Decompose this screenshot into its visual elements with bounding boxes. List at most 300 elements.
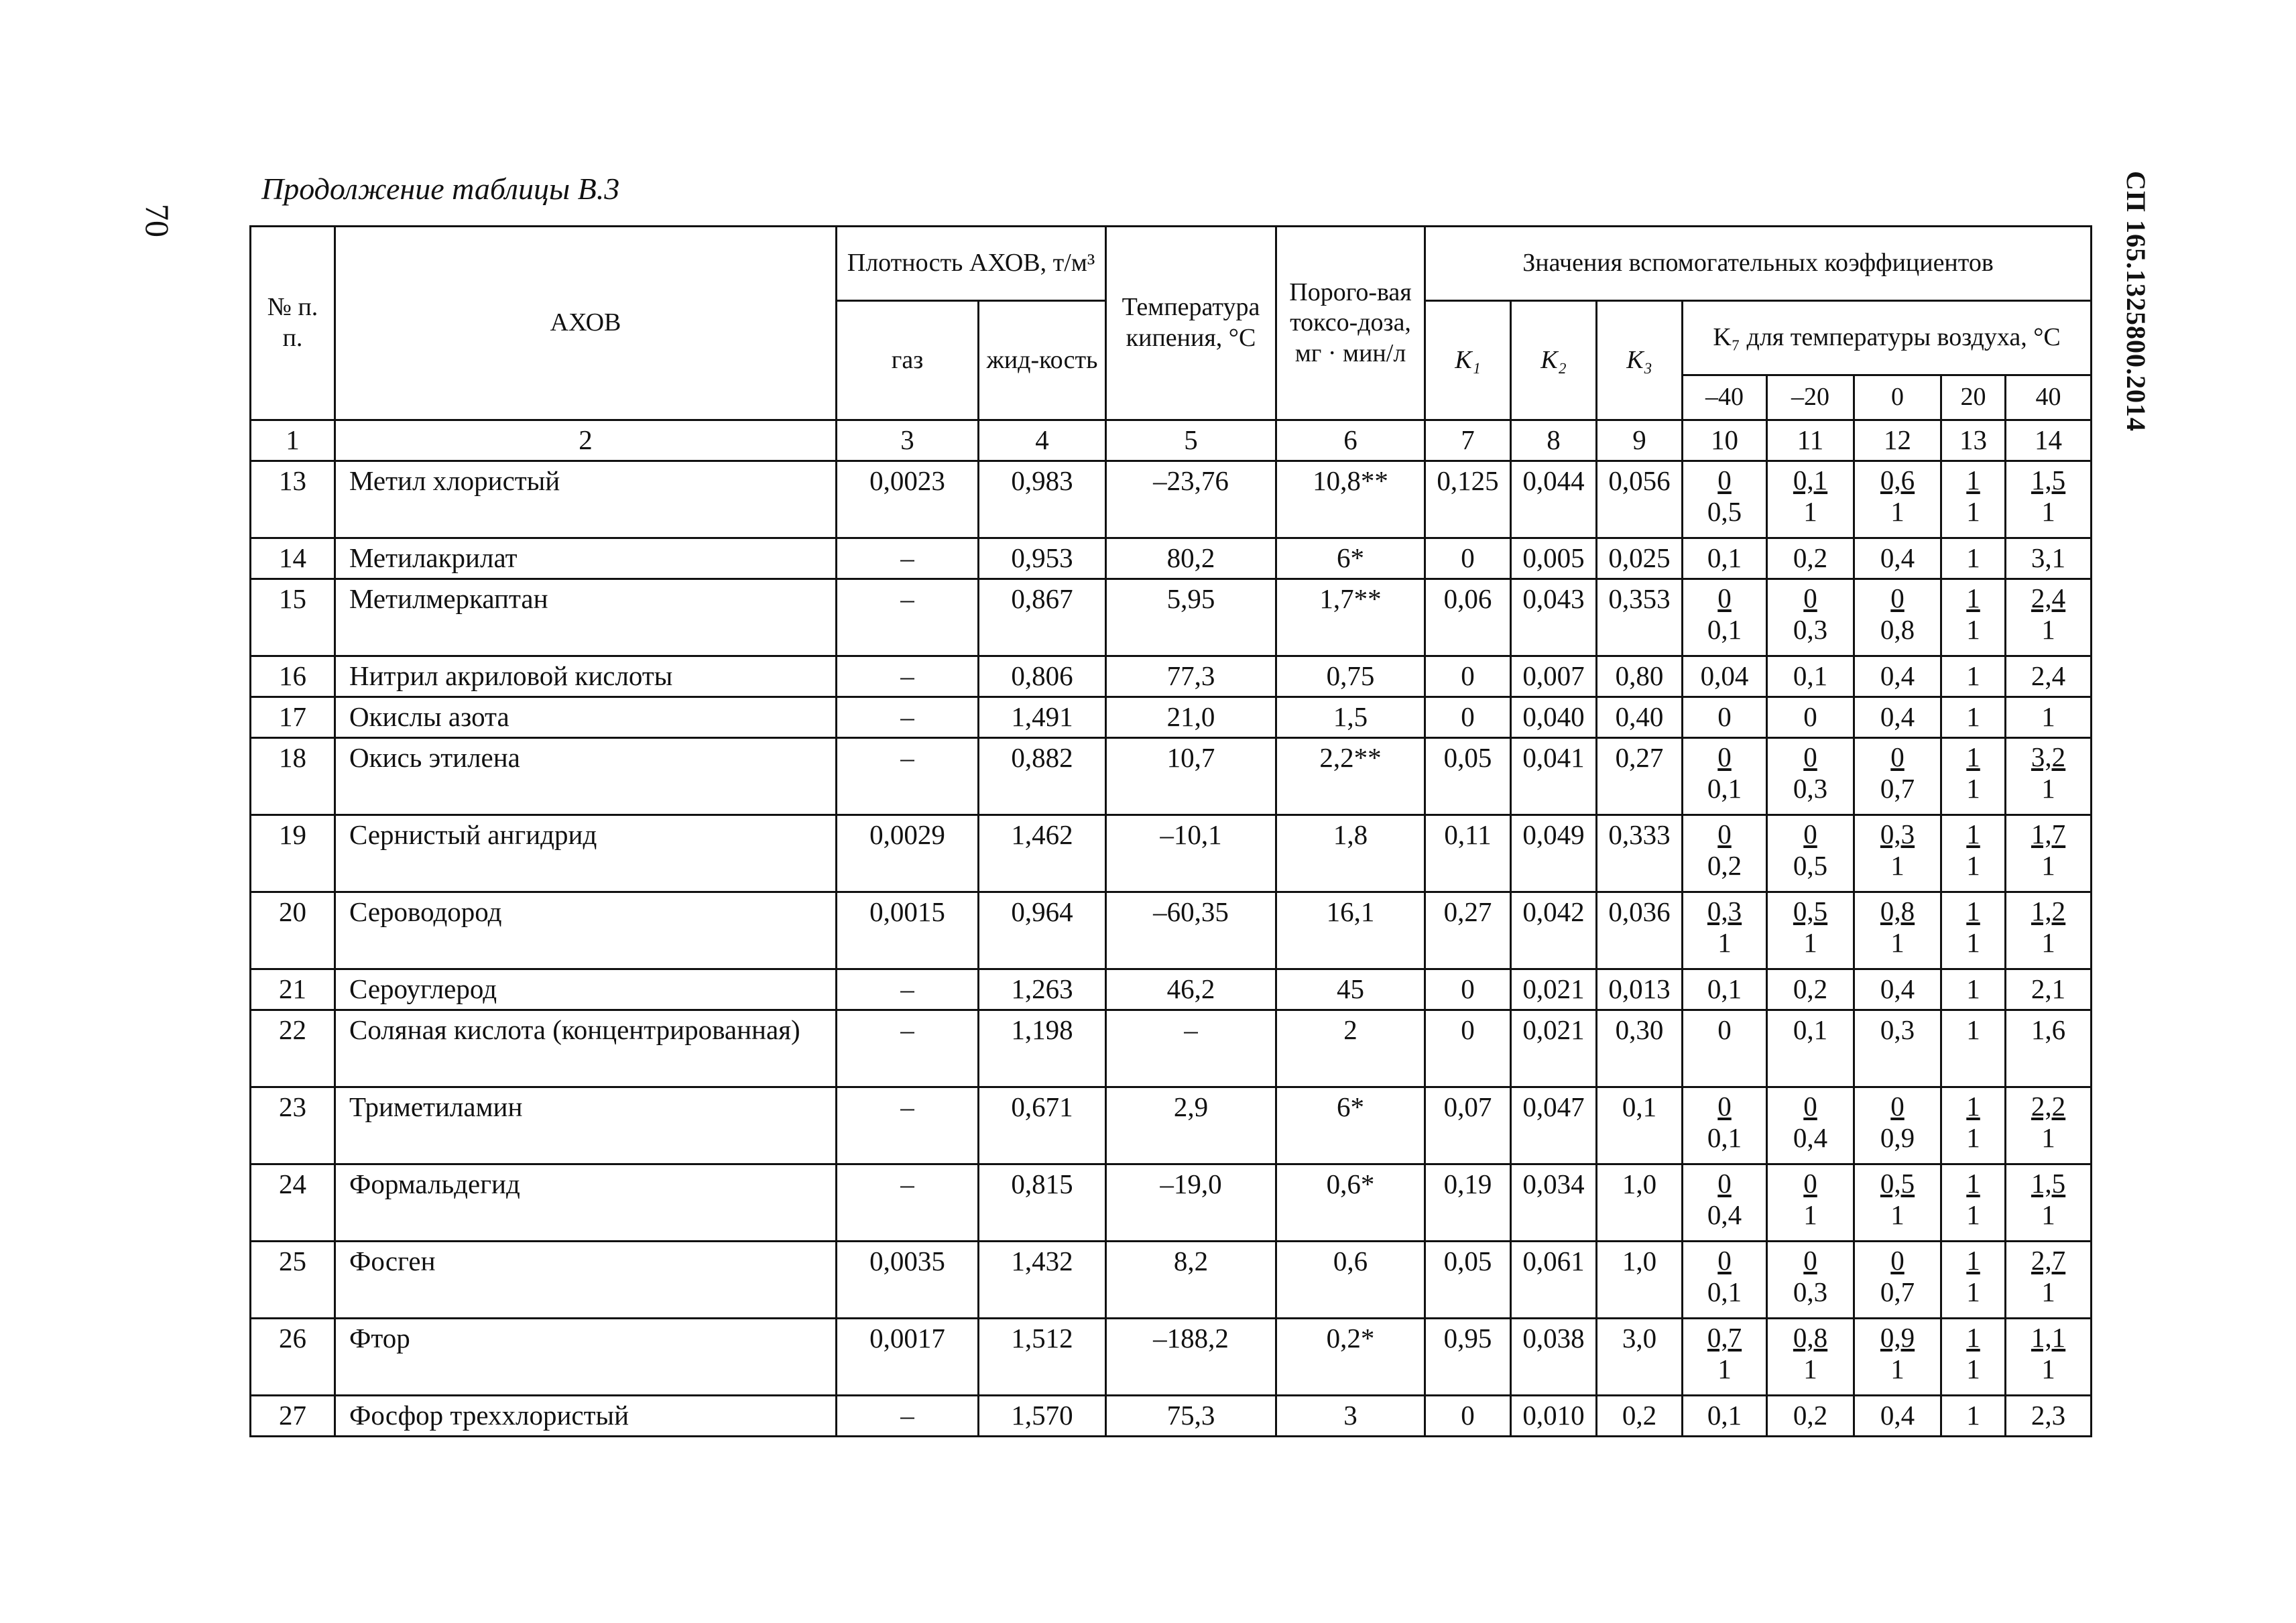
k7-numerator: 0 (1717, 741, 1732, 772)
boiling-point: 21,0 (1106, 697, 1276, 738)
k7-fraction (1966, 1168, 1980, 1231)
column-number: 10 (1683, 420, 1767, 461)
k7-numerator: 1 (1966, 741, 1980, 772)
column-number: 4 (979, 420, 1106, 461)
k7-value (1941, 579, 2006, 656)
substance-name: Сернистый ангидрид (335, 815, 837, 892)
k7-value: 2,3 (2006, 1396, 2092, 1437)
col-liquid-header: жид-кость (979, 301, 1106, 420)
substance-name: Триметиламин (335, 1087, 837, 1164)
gas-density: – (837, 538, 979, 579)
substance-name: Сероуглерод (335, 969, 837, 1010)
substance-name: Фосген (335, 1242, 837, 1319)
threshold-dose: 0,2* (1276, 1319, 1425, 1396)
k7-value: 0,2 (1767, 1396, 1854, 1437)
boiling-point: 10,7 (1106, 738, 1276, 815)
k7-denominator: 0,3 (1793, 773, 1828, 804)
k7-fraction (2031, 1168, 2065, 1231)
k7-fraction (1793, 465, 1827, 528)
k7-denominator: 1 (2041, 1354, 2055, 1385)
k7-denominator: 0,1 (1707, 1122, 1742, 1154)
threshold-dose: 0,6* (1276, 1164, 1425, 1242)
row-number: 27 (251, 1396, 335, 1437)
gas-density: – (837, 738, 979, 815)
k7-numerator: 0,3 (1880, 819, 1915, 849)
k2-value: 0,042 (1511, 892, 1597, 969)
row-number: 17 (251, 697, 335, 738)
gas-density: – (837, 1087, 979, 1164)
k7-fraction (1966, 896, 1980, 959)
gas-density: – (837, 969, 979, 1010)
row-number: 14 (251, 538, 335, 579)
page-number: 70 (139, 204, 176, 237)
substance-name: Соляная кислота (концентрированная) (335, 1010, 837, 1087)
k7-numerator: 1,7 (2031, 819, 2066, 849)
k7-value: 0,4 (1854, 969, 1941, 1010)
row-number: 23 (251, 1087, 335, 1164)
k7-fraction (1707, 1322, 1742, 1385)
liquid-density: 0,867 (979, 579, 1106, 656)
k7-denominator: 0,4 (1793, 1122, 1828, 1154)
column-numbers-row (251, 420, 2092, 461)
k7-numerator: 0,5 (1880, 1168, 1915, 1199)
k7-value: 0,4 (1854, 538, 1941, 579)
threshold-dose: 2,2** (1276, 738, 1425, 815)
k7-denominator: 1 (1890, 1199, 1905, 1231)
col-boil-header: Температура кипения, °С (1106, 227, 1276, 420)
k7-value: 1 (2006, 697, 2092, 738)
k7-fraction (1880, 741, 1915, 804)
k3-value: 0,30 (1597, 1010, 1683, 1087)
k7-value: 3,1 (2006, 538, 2092, 579)
k3-value: 0,27 (1597, 738, 1683, 815)
k7-value (1767, 1087, 1854, 1164)
gas-density: – (837, 1010, 979, 1087)
k7-value (1854, 1242, 1941, 1319)
k7-numerator: 0 (1717, 583, 1732, 613)
k7-numerator: 0 (1717, 1245, 1732, 1276)
substance-name: Нитрил акриловой кислоты (335, 656, 837, 697)
k3-value: 1,0 (1597, 1164, 1683, 1242)
k7-numerator: 1 (1966, 1245, 1980, 1276)
table-body (251, 461, 2092, 1437)
boiling-point: –19,0 (1106, 1164, 1276, 1242)
col-t-minus20: –20 (1767, 375, 1854, 420)
k7-denominator: 1 (1966, 1122, 1980, 1154)
k7-fraction (2031, 465, 2065, 528)
k7-value (2006, 579, 2092, 656)
k7-denominator: 1 (2041, 1276, 2055, 1308)
k2-value: 0,034 (1511, 1164, 1597, 1242)
threshold-dose: 3 (1276, 1396, 1425, 1437)
k7-numerator: 0,5 (1793, 896, 1828, 926)
liquid-density: 1,512 (979, 1319, 1106, 1396)
col-t-20: 20 (1941, 375, 2006, 420)
liquid-density: 1,570 (979, 1396, 1106, 1437)
k1-value: 0 (1425, 1010, 1511, 1087)
k7-denominator: 1 (1717, 1354, 1732, 1385)
col-coef-header: Значения вспомогательных коэффициентов (1425, 227, 2092, 301)
gas-density: 0,0035 (837, 1242, 979, 1319)
k7-numerator: 0,3 (1707, 896, 1742, 926)
k7-fraction (2031, 1091, 2065, 1154)
k7-fraction (1793, 819, 1827, 882)
k7-fraction (2031, 1245, 2065, 1308)
k1-value: 0 (1425, 656, 1511, 697)
k7-denominator: 0,5 (1793, 850, 1828, 882)
column-number: 2 (335, 420, 837, 461)
k7-denominator: 0,9 (1880, 1122, 1915, 1154)
boiling-point: –10,1 (1106, 815, 1276, 892)
k7-value: 0,04 (1683, 656, 1767, 697)
k7-value: 0,1 (1683, 1396, 1767, 1437)
k7-fraction (1707, 465, 1742, 528)
k7-numerator: 0 (1717, 1168, 1732, 1199)
gas-density: 0,0029 (837, 815, 979, 892)
k7-value: 0,1 (1767, 1010, 1854, 1087)
k2-value: 0,061 (1511, 1242, 1597, 1319)
k2-value: 0,044 (1511, 461, 1597, 538)
k7-value: 0,2 (1767, 538, 1854, 579)
k7-numerator: 1 (1966, 1091, 1980, 1122)
k7-value (1767, 738, 1854, 815)
k7-fraction (1793, 583, 1827, 646)
k7-fraction (1966, 465, 1980, 528)
k7-denominator: 0,3 (1793, 614, 1828, 646)
k7-value: 0,4 (1854, 697, 1941, 738)
k7-denominator: 1 (1890, 927, 1905, 959)
k7-value (1683, 1319, 1767, 1396)
liquid-density: 1,432 (979, 1242, 1106, 1319)
k1-value: 0 (1425, 697, 1511, 738)
k3-value: 0,353 (1597, 579, 1683, 656)
k7-numerator: 0 (1717, 1091, 1732, 1122)
k7-numerator: 1 (1966, 1168, 1980, 1199)
threshold-dose: 10,8** (1276, 461, 1425, 538)
substance-name: Метил хлористый (335, 461, 837, 538)
boiling-point: –60,35 (1106, 892, 1276, 969)
k7-fraction (1880, 896, 1915, 959)
k1-value: 0,07 (1425, 1087, 1511, 1164)
substance-name: Формальдегид (335, 1164, 837, 1242)
column-number: 1 (251, 420, 335, 461)
k1-value: 0 (1425, 1396, 1511, 1437)
document-code: СП 165.1325800.2014 (2121, 171, 2151, 432)
k7-value (1683, 461, 1767, 538)
data-table (249, 225, 2092, 1437)
k7-numerator: 0,9 (1880, 1322, 1915, 1353)
row-number: 26 (251, 1319, 335, 1396)
k7-denominator: 1 (1803, 496, 1817, 528)
table-row (251, 579, 2092, 656)
k7-fraction (1880, 819, 1915, 882)
k7-numerator: 0 (1717, 465, 1732, 495)
k7-denominator: 1 (1966, 1354, 1980, 1385)
row-number: 24 (251, 1164, 335, 1242)
k7-denominator: 1 (2041, 850, 2055, 882)
k7-numerator: 2,2 (2031, 1091, 2066, 1122)
col-k2-header: K₂ (1511, 301, 1597, 420)
threshold-dose: 1,7** (1276, 579, 1425, 656)
k7-denominator: 1 (1803, 927, 1817, 959)
k7-fraction (1880, 1322, 1915, 1385)
column-number: 8 (1511, 420, 1597, 461)
k7-value (1941, 1242, 2006, 1319)
k7-value (2006, 1087, 2092, 1164)
k7-value: 1 (1941, 538, 2006, 579)
k3-value: 0,2 (1597, 1396, 1683, 1437)
k7-denominator: 0,2 (1707, 850, 1742, 882)
k2-value: 0,007 (1511, 656, 1597, 697)
k7-denominator: 1 (1966, 496, 1980, 528)
boiling-point: 5,95 (1106, 579, 1276, 656)
boiling-point: –23,76 (1106, 461, 1276, 538)
k7-fraction (1880, 1245, 1915, 1308)
col-name-header: АХОВ (335, 227, 837, 420)
table-row (251, 738, 2092, 815)
k7-value (1941, 1164, 2006, 1242)
k3-value: 3,0 (1597, 1319, 1683, 1396)
k1-value: 0,05 (1425, 738, 1511, 815)
k7-numerator: 3,2 (2031, 741, 2066, 772)
k7-value (2006, 1164, 2092, 1242)
k7-value (1854, 461, 1941, 538)
k7-denominator: 0,1 (1707, 1276, 1742, 1308)
k7-numerator: 0 (1803, 583, 1817, 613)
k7-numerator: 1,1 (2031, 1322, 2066, 1353)
k7-numerator: 0,6 (1880, 465, 1915, 495)
row-number: 25 (251, 1242, 335, 1319)
k2-value: 0,049 (1511, 815, 1597, 892)
k7-numerator: 0,7 (1707, 1322, 1742, 1353)
k1-value: 0 (1425, 538, 1511, 579)
k7-fraction (1966, 741, 1980, 804)
table-row (251, 656, 2092, 697)
table-row (251, 1164, 2092, 1242)
row-number: 20 (251, 892, 335, 969)
k7-numerator: 1 (1966, 1322, 1980, 1353)
table-row (251, 815, 2092, 892)
threshold-dose: 45 (1276, 969, 1425, 1010)
boiling-point: 8,2 (1106, 1242, 1276, 1319)
k7-value (1683, 579, 1767, 656)
liquid-density: 0,953 (979, 538, 1106, 579)
k7-denominator: 1 (1803, 1199, 1817, 1231)
col-k7-header: K₇ для температуры воздуха, °С (1683, 301, 2092, 375)
k7-denominator: 1 (2041, 496, 2055, 528)
column-number: 6 (1276, 420, 1425, 461)
k7-fraction (1793, 741, 1827, 804)
table-row (251, 969, 2092, 1010)
k7-value (1854, 1319, 1941, 1396)
k7-numerator: 2,7 (2031, 1245, 2066, 1276)
k7-fraction (1880, 1091, 1915, 1154)
k1-value: 0,11 (1425, 815, 1511, 892)
k7-numerator: 0,8 (1880, 896, 1915, 926)
k7-denominator: 1 (1966, 1276, 1980, 1308)
k7-value (1683, 1242, 1767, 1319)
k7-numerator: 0,1 (1793, 465, 1828, 495)
k7-value: 0 (1683, 1010, 1767, 1087)
liquid-density: 1,462 (979, 815, 1106, 892)
threshold-dose: 0,75 (1276, 656, 1425, 697)
liquid-density: 0,671 (979, 1087, 1106, 1164)
k3-value: 0,013 (1597, 969, 1683, 1010)
substance-name: Метилакрилат (335, 538, 837, 579)
k7-fraction (1707, 1245, 1742, 1308)
k7-numerator: 1,2 (2031, 896, 2066, 926)
k7-value: 1 (1941, 656, 2006, 697)
liquid-density: 1,263 (979, 969, 1106, 1010)
k2-value: 0,041 (1511, 738, 1597, 815)
column-number: 13 (1941, 420, 2006, 461)
gas-density: 0,0017 (837, 1319, 979, 1396)
k7-value (2006, 738, 2092, 815)
k7-numerator: 0 (1803, 819, 1817, 849)
boiling-point: –188,2 (1106, 1319, 1276, 1396)
k2-value: 0,038 (1511, 1319, 1597, 1396)
k7-value (1941, 738, 2006, 815)
k7-value (1767, 1319, 1854, 1396)
k7-numerator: 1 (1966, 896, 1980, 926)
k7-numerator: 0 (1803, 1168, 1817, 1199)
k7-value (1941, 892, 2006, 969)
substance-name: Окись этилена (335, 738, 837, 815)
k7-fraction (1966, 1091, 1980, 1154)
table-row (251, 1396, 2092, 1437)
k7-numerator: 1,5 (2031, 465, 2066, 495)
liquid-density: 0,964 (979, 892, 1106, 969)
k7-value: 0,1 (1767, 656, 1854, 697)
gas-density: 0,0015 (837, 892, 979, 969)
k7-value (1683, 738, 1767, 815)
k7-denominator: 1 (1966, 614, 1980, 646)
k7-value (1683, 815, 1767, 892)
k7-numerator: 0 (1890, 583, 1905, 613)
row-number: 18 (251, 738, 335, 815)
k2-value: 0,010 (1511, 1396, 1597, 1437)
k7-fraction (1707, 819, 1742, 882)
k7-denominator: 0,5 (1707, 496, 1742, 528)
column-number: 11 (1767, 420, 1854, 461)
row-number: 16 (251, 656, 335, 697)
k7-value: 1 (1941, 1396, 2006, 1437)
column-number: 9 (1597, 420, 1683, 461)
k7-numerator: 0 (1890, 1091, 1905, 1122)
k7-value (1683, 892, 1767, 969)
k7-denominator: 1 (2041, 1199, 2055, 1231)
k7-fraction (2031, 819, 2065, 882)
k2-value: 0,047 (1511, 1087, 1597, 1164)
gas-density: – (837, 697, 979, 738)
k7-numerator: 0 (1890, 741, 1905, 772)
row-number: 19 (251, 815, 335, 892)
k7-numerator: 0,8 (1793, 1322, 1828, 1353)
k7-denominator: 0,8 (1880, 614, 1915, 646)
k2-value: 0,021 (1511, 1010, 1597, 1087)
k7-value: 2,1 (2006, 969, 2092, 1010)
k7-value: 0 (1767, 697, 1854, 738)
k7-value (2006, 1242, 2092, 1319)
k1-value: 0,95 (1425, 1319, 1511, 1396)
k7-denominator: 1 (2041, 773, 2055, 804)
row-number: 21 (251, 969, 335, 1010)
k7-value (1854, 892, 1941, 969)
k7-fraction (1966, 1245, 1980, 1308)
k7-denominator: 1 (2041, 614, 2055, 646)
k7-fraction (1880, 465, 1915, 528)
k7-numerator: 0 (1717, 819, 1732, 849)
boiling-point: 77,3 (1106, 656, 1276, 697)
k7-denominator: 1 (1966, 1199, 1980, 1231)
col-num-header: № п. п. (251, 227, 335, 420)
k7-value: 0,3 (1854, 1010, 1941, 1087)
k3-value: 0,333 (1597, 815, 1683, 892)
substance-name: Окислы азота (335, 697, 837, 738)
k7-fraction (1707, 1168, 1742, 1231)
k7-value: 1 (1941, 1010, 2006, 1087)
k7-value (1767, 579, 1854, 656)
k7-denominator: 1 (1966, 927, 1980, 959)
row-number: 15 (251, 579, 335, 656)
threshold-dose: 1,5 (1276, 697, 1425, 738)
k7-fraction (1803, 1168, 1817, 1231)
k7-numerator: 1 (1966, 465, 1980, 495)
k7-numerator: 0 (1803, 1245, 1817, 1276)
k7-denominator: 1 (1966, 850, 1980, 882)
table-row (251, 1242, 2092, 1319)
k7-numerator: 2,4 (2031, 583, 2066, 613)
k7-value (1854, 738, 1941, 815)
col-k3-header: K₃ (1597, 301, 1683, 420)
k7-value (2006, 461, 2092, 538)
col-threshold-header: Порого-вая токсо-доза, мг · мин/л (1276, 227, 1425, 420)
k3-value: 0,056 (1597, 461, 1683, 538)
threshold-dose: 2 (1276, 1010, 1425, 1087)
gas-density: 0,0023 (837, 461, 979, 538)
k7-denominator: 1 (2041, 1122, 2055, 1154)
table-row (251, 1087, 2092, 1164)
boiling-point: – (1106, 1010, 1276, 1087)
k7-value (2006, 892, 2092, 969)
k1-value: 0,05 (1425, 1242, 1511, 1319)
k7-value (1941, 1087, 2006, 1164)
k7-fraction (1793, 896, 1827, 959)
k7-value (2006, 1319, 2092, 1396)
k3-value: 0,1 (1597, 1087, 1683, 1164)
liquid-density: 1,198 (979, 1010, 1106, 1087)
k7-value: 0 (1683, 697, 1767, 738)
k7-fraction (1880, 583, 1915, 646)
k7-numerator: 0 (1803, 741, 1817, 772)
k2-value: 0,040 (1511, 697, 1597, 738)
threshold-dose: 1,8 (1276, 815, 1425, 892)
column-number: 12 (1854, 420, 1941, 461)
k1-value: 0,125 (1425, 461, 1511, 538)
boiling-point: 80,2 (1106, 538, 1276, 579)
k7-numerator: 1 (1966, 819, 1980, 849)
k7-fraction (1966, 583, 1980, 646)
liquid-density: 0,882 (979, 738, 1106, 815)
threshold-dose: 16,1 (1276, 892, 1425, 969)
k7-numerator: 1 (1966, 583, 1980, 613)
column-number: 7 (1425, 420, 1511, 461)
table-caption: Продолжение таблицы В.3 (261, 172, 620, 206)
k3-value: 0,025 (1597, 538, 1683, 579)
table-row (251, 892, 2092, 969)
k7-fraction (1707, 896, 1742, 959)
k7-denominator: 0,3 (1793, 1276, 1828, 1308)
